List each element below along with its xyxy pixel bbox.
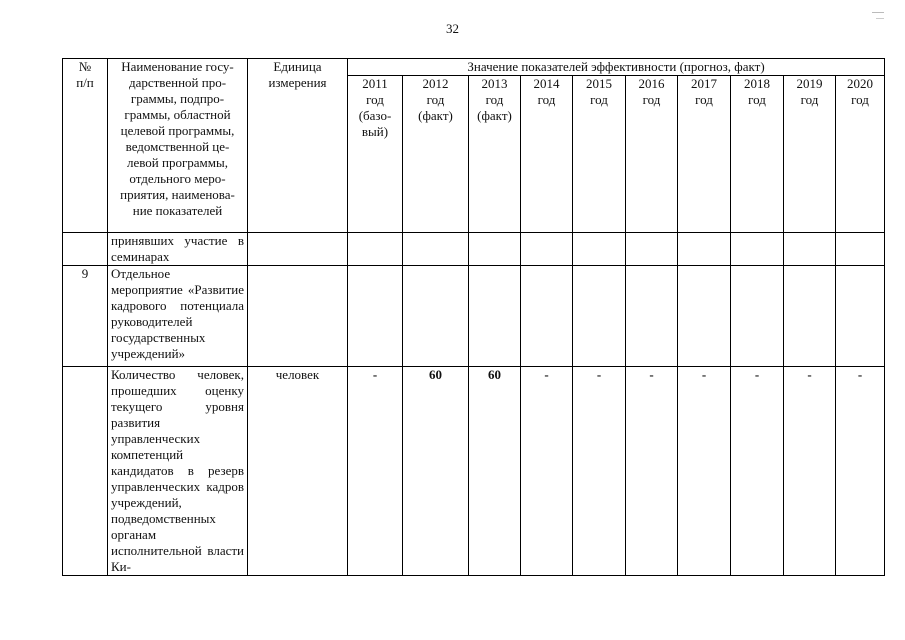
- row-number: [63, 367, 108, 576]
- value-2015: [573, 266, 626, 367]
- value-2013: [469, 266, 521, 367]
- value-2018: -: [731, 367, 784, 576]
- row-indicator-name: Количество человек, прошедших оценку текущего уровня развития управленческих компетенций кандидатов в резерв управленческих кадров учреждений, подведомственных органам исполнительной власти Ки-: [108, 367, 248, 576]
- value-2013: 60: [469, 367, 521, 576]
- value-2016: -: [626, 367, 678, 576]
- value-2017: [678, 266, 731, 367]
- value-2019: [784, 233, 836, 266]
- value-2016: [626, 233, 678, 266]
- value-2019: [784, 266, 836, 367]
- header-year-2018: 2018 год: [731, 76, 784, 233]
- value-2011: -: [348, 367, 403, 576]
- value-2014: [521, 266, 573, 367]
- row-unit: [248, 233, 348, 266]
- value-2012: [403, 233, 469, 266]
- value-2011: [348, 233, 403, 266]
- scan-mark: [876, 18, 884, 19]
- header-year-2012: 2012 год (факт): [403, 76, 469, 233]
- table-header-row: [63, 59, 885, 76]
- value-2017: [678, 233, 731, 266]
- value-2020: [836, 233, 885, 266]
- value-2012: [403, 266, 469, 367]
- header-col-unit: Единица измерения: [248, 59, 348, 233]
- header-year-2015: 2015 год: [573, 76, 626, 233]
- value-2020: [836, 266, 885, 367]
- row-indicator-name: Отдельное мероприятие «Развитие кадрового потенциала руководителей государственных учреждений»: [108, 266, 248, 367]
- scan-mark: [872, 12, 884, 13]
- value-2013: [469, 233, 521, 266]
- value-2019: -: [784, 367, 836, 576]
- header-col-name: Наименование госу- дарственной про- граммы, подпро- граммы, областной целевой программы, ведомственной це- левой программы, отдельного меро- приятия, наименова- ние показателей: [108, 59, 248, 233]
- table-row: [63, 233, 885, 266]
- row-number: [63, 233, 108, 266]
- value-2020: -: [836, 367, 885, 576]
- value-2014: -: [521, 367, 573, 576]
- header-year-2020: 2020 год: [836, 76, 885, 233]
- header-year-2016: 2016 год: [626, 76, 678, 233]
- header-year-2017: 2017 год: [678, 76, 731, 233]
- header-year-2019: 2019 год: [784, 76, 836, 233]
- row-unit: [248, 266, 348, 367]
- value-2012: 60: [403, 367, 469, 576]
- header-year-2014: 2014 год: [521, 76, 573, 233]
- table-row: [63, 266, 885, 367]
- header-year-2011: 2011 год (базо- вый): [348, 76, 403, 233]
- header-col-number: № п/п: [63, 59, 108, 233]
- value-2011: [348, 266, 403, 367]
- value-2018: [731, 266, 784, 367]
- value-2015: -: [573, 367, 626, 576]
- row-number: 9: [63, 266, 108, 367]
- value-2014: [521, 233, 573, 266]
- header-col-values: Значение показателей эффективности (прогноз, факт): [348, 59, 885, 76]
- row-unit: человек: [248, 367, 348, 576]
- page-number: 32: [446, 21, 459, 36]
- row-indicator-name: принявших участие в семинарах: [108, 233, 248, 266]
- value-2017: -: [678, 367, 731, 576]
- value-2015: [573, 233, 626, 266]
- value-2016: [626, 266, 678, 367]
- table-row: [63, 367, 885, 576]
- indicators-table: [62, 58, 885, 576]
- header-year-2013: 2013 год (факт): [469, 76, 521, 233]
- value-2018: [731, 233, 784, 266]
